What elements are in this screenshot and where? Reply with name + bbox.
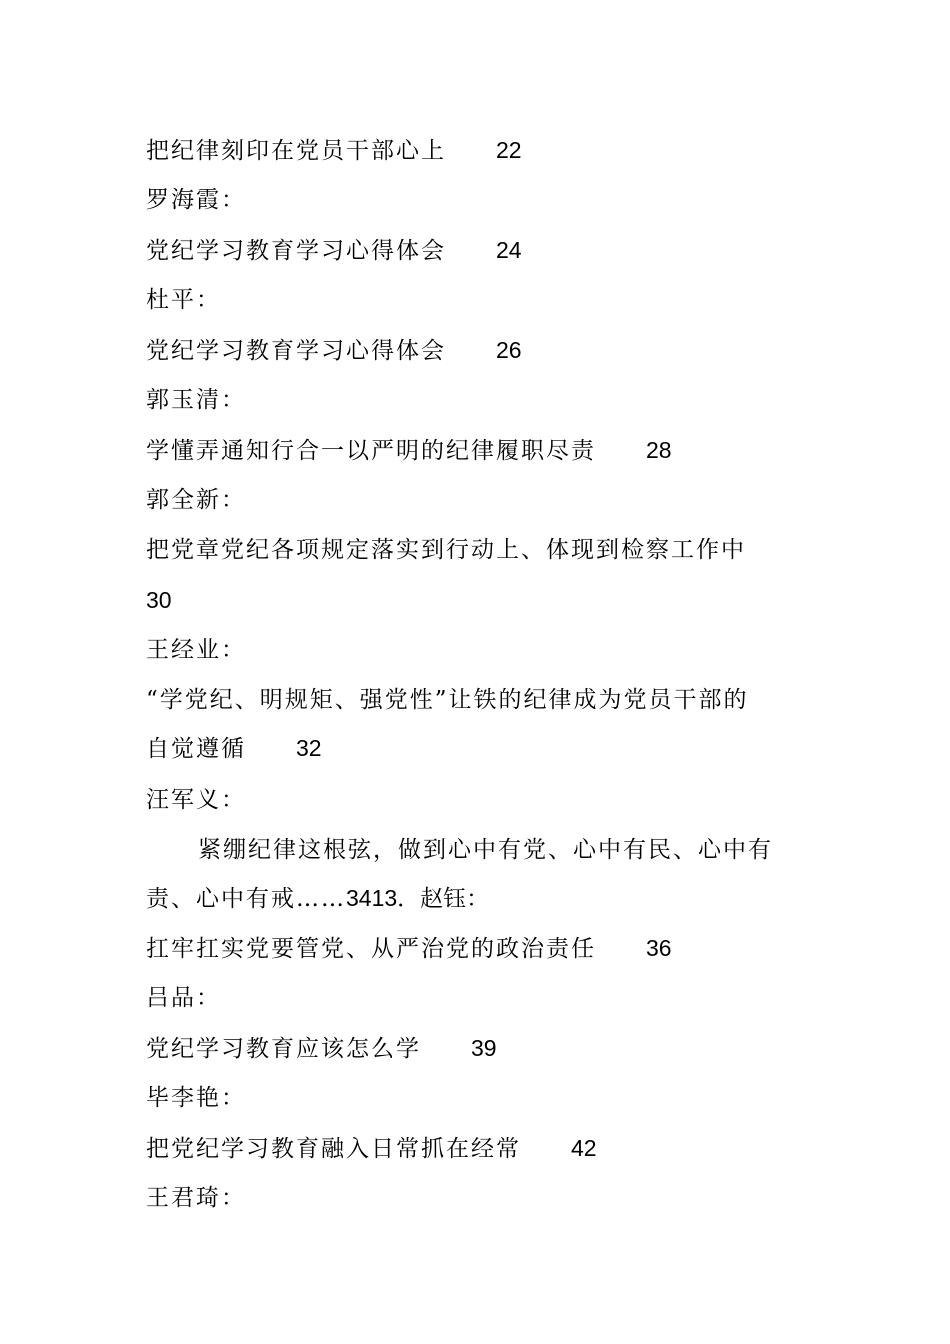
page-number: 28: [646, 437, 672, 463]
page-number: 26: [496, 337, 522, 363]
author-line: 汪军义：: [146, 787, 246, 813]
page-number: 30: [146, 587, 172, 613]
toc-entry-title-line1: [146, 835, 816, 865]
author-line: 郭全新：: [146, 487, 246, 513]
page-number: 32: [296, 735, 322, 761]
entry-title: 学懂弄通知行合一以严明的纪律履职尽责: [146, 438, 596, 464]
entry-title: 扛牢扛实党要管党、从严治党的政治责任: [146, 936, 596, 962]
toc-entry-title-line1: “学党纪、明规矩、强党性”让铁的纪律成为党员干部的: [146, 687, 749, 713]
toc-entry: [146, 235, 816, 266]
entry-title: 把党纪学习教育融入日常抓在经常: [146, 1136, 521, 1162]
toc-entry: [146, 435, 816, 466]
entry-title-line2: 自觉遵循: [146, 736, 246, 762]
author-line: 杜平：: [146, 287, 221, 313]
page-number: 42: [571, 1135, 597, 1161]
author-line: 吕品：: [146, 985, 221, 1011]
toc-entry: [146, 1133, 816, 1164]
page-number-mixed: 3413．赵钰：: [346, 885, 490, 911]
toc-entry: [146, 883, 816, 914]
author-line: 王经业：: [146, 637, 246, 663]
entry-title-line2: 责、心中有戒……: [146, 886, 346, 912]
page-number: 24: [496, 237, 522, 263]
author-line: 郭玉清：: [146, 387, 246, 413]
toc-entry: [146, 335, 816, 366]
toc-entry: [146, 135, 816, 166]
entry-title: 党纪学习教育应该怎么学: [146, 1036, 421, 1062]
entry-title: 党纪学习教育学习心得体会: [146, 338, 446, 364]
entry-title: 党纪学习教育学习心得体会: [146, 238, 446, 264]
entry-title-line1: 紧绷纪律这根弦，做到心中有党、心中有民、心中有: [198, 837, 773, 863]
toc-entry: [146, 933, 816, 964]
page-number: 22: [496, 137, 522, 163]
page-number: 36: [646, 935, 672, 961]
toc-entry: [146, 733, 816, 764]
entry-title: 把纪律刻印在党员干部心上: [146, 138, 446, 164]
page-number: 39: [471, 1035, 497, 1061]
author-line: 王君琦：: [146, 1185, 246, 1211]
author-line: 罗海霞：: [146, 187, 246, 213]
toc-entry-title: 把党章党纪各项规定落实到行动上、体现到检察工作中: [146, 537, 746, 563]
toc-entry: [146, 1033, 816, 1064]
author-line: 毕李艳：: [146, 1085, 246, 1111]
